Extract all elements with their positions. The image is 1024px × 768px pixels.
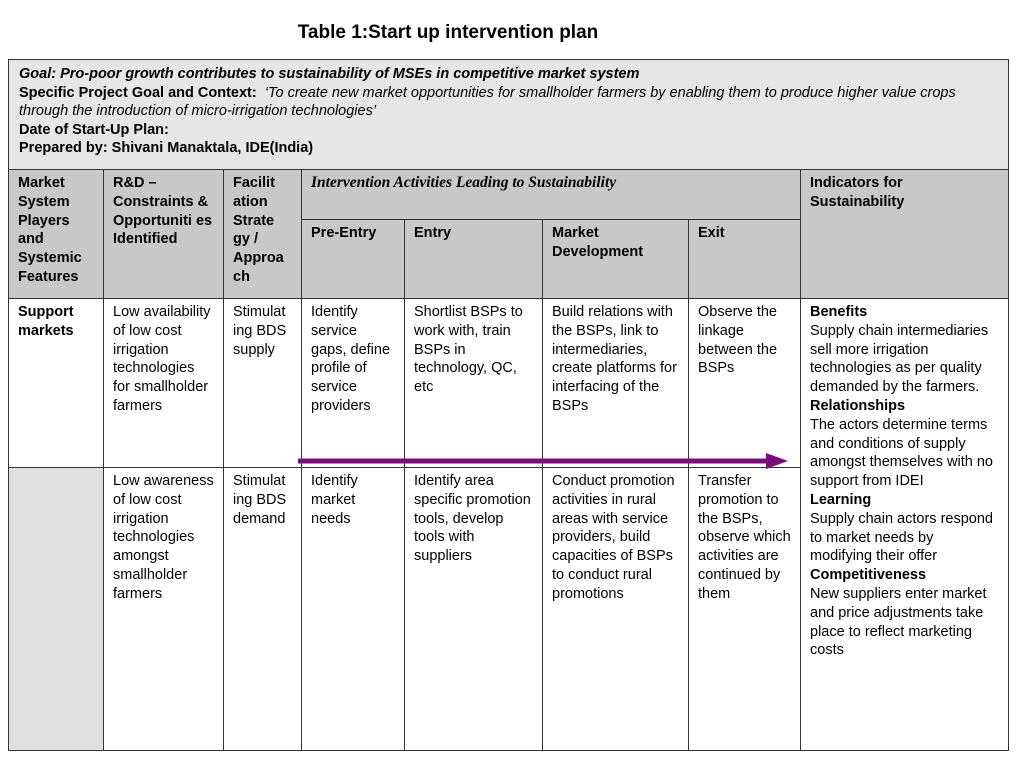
header-indicators: Indicators for Sustainability <box>801 170 1009 299</box>
row2-market-development: Conduct promotion activities in rural areas with service providers, build capacities of BSPs to conduct rural promotions <box>543 468 689 751</box>
row1-exit: Observe the linkage between the BSPs <box>689 299 801 468</box>
goal-text: Goal: Pro-poor growth contributes to sustainability of MSEs in competitive market system <box>19 66 640 82</box>
indicator-heading-competitiveness: Competitiveness <box>810 567 927 584</box>
row1-player: Support markets <box>9 299 104 468</box>
row1-market-development: Build relations with the BSPs, link to intermediaries, create platforms for interfacing of the BSPs <box>543 299 689 468</box>
indicator-heading-benefits: Benefits <box>810 304 868 320</box>
header-facilitation: Facilit ation Strate gy / Approa ch <box>224 170 302 299</box>
document-title: Table 1:Start up intervention plan <box>297 22 599 43</box>
indicator-heading-relationships: Relationships <box>810 397 906 414</box>
prepared-by: Prepared by: Shivani Manaktala, IDE(India) <box>19 140 314 157</box>
row1-rd: Low availability of low cost irrigation technologies for smallholder farmers <box>104 299 224 468</box>
header-entry: Entry <box>405 220 543 299</box>
indicator-text-benefits: Supply chain intermediaries sell more irrigation technologies as per quality demanded by the farmers. <box>810 322 989 396</box>
progress-arrow <box>298 453 788 469</box>
context-label: Specific Project Goal and Context: <box>19 84 257 101</box>
row2-pre-entry: Identify market needs <box>302 468 405 751</box>
header-pre-entry: Pre-Entry <box>302 220 405 299</box>
row1-strategy: Stimulat ing BDS supply <box>224 299 302 468</box>
header-market-system: Market System Players and Systemic Features <box>9 170 104 299</box>
row2-entry: Identify area specific promotion tools, develop tools with suppliers <box>405 468 543 751</box>
header-market-development: Market Development <box>543 220 689 299</box>
indicator-text-relationships: The actors determine terms and conditions of supply amongst themselves with no support from IDEI <box>810 416 993 490</box>
row2-strategy: Stimulat ing BDS demand <box>224 468 302 751</box>
row1-entry: Shortlist BSPs to work with, train BSPs in technology, QC, etc <box>405 299 543 468</box>
date-label: Date of Start-Up Plan: <box>19 121 169 138</box>
intervention-plan-table <box>8 59 1009 751</box>
row2-exit: Transfer promotion to the BSPs, observe which activities are continued by them <box>689 468 801 751</box>
row2-rd: Low awareness of low cost irrigation technologies amongst smallholder farmers <box>104 468 224 751</box>
goal-section <box>9 60 1009 170</box>
indicator-heading-learning: Learning <box>810 491 872 508</box>
context-text: ‘To create new market opportunities for smallholder farmers by enabling them to produce higher value crops through the introduction of micro-irrigation technologies’ <box>19 84 956 120</box>
arrow-head <box>766 453 788 469</box>
context-line <box>19 84 998 121</box>
row2-player <box>9 468 104 751</box>
indicators-cell <box>801 299 1009 751</box>
header-intervention: Intervention Activities Leading to Sustainability <box>302 170 801 220</box>
row1-pre-entry: Identify service gaps, define profile of service providers <box>302 299 405 468</box>
header-exit: Exit <box>689 220 801 299</box>
indicator-text-competitiveness: New suppliers enter market and price adjustments take place to reflect marketing costs <box>810 585 987 659</box>
indicator-text-learning: Supply chain actors respond to market needs by modifying their offer <box>810 510 993 565</box>
header-rd: R&D – Constraints & Opportuniti es Identified <box>104 170 224 299</box>
